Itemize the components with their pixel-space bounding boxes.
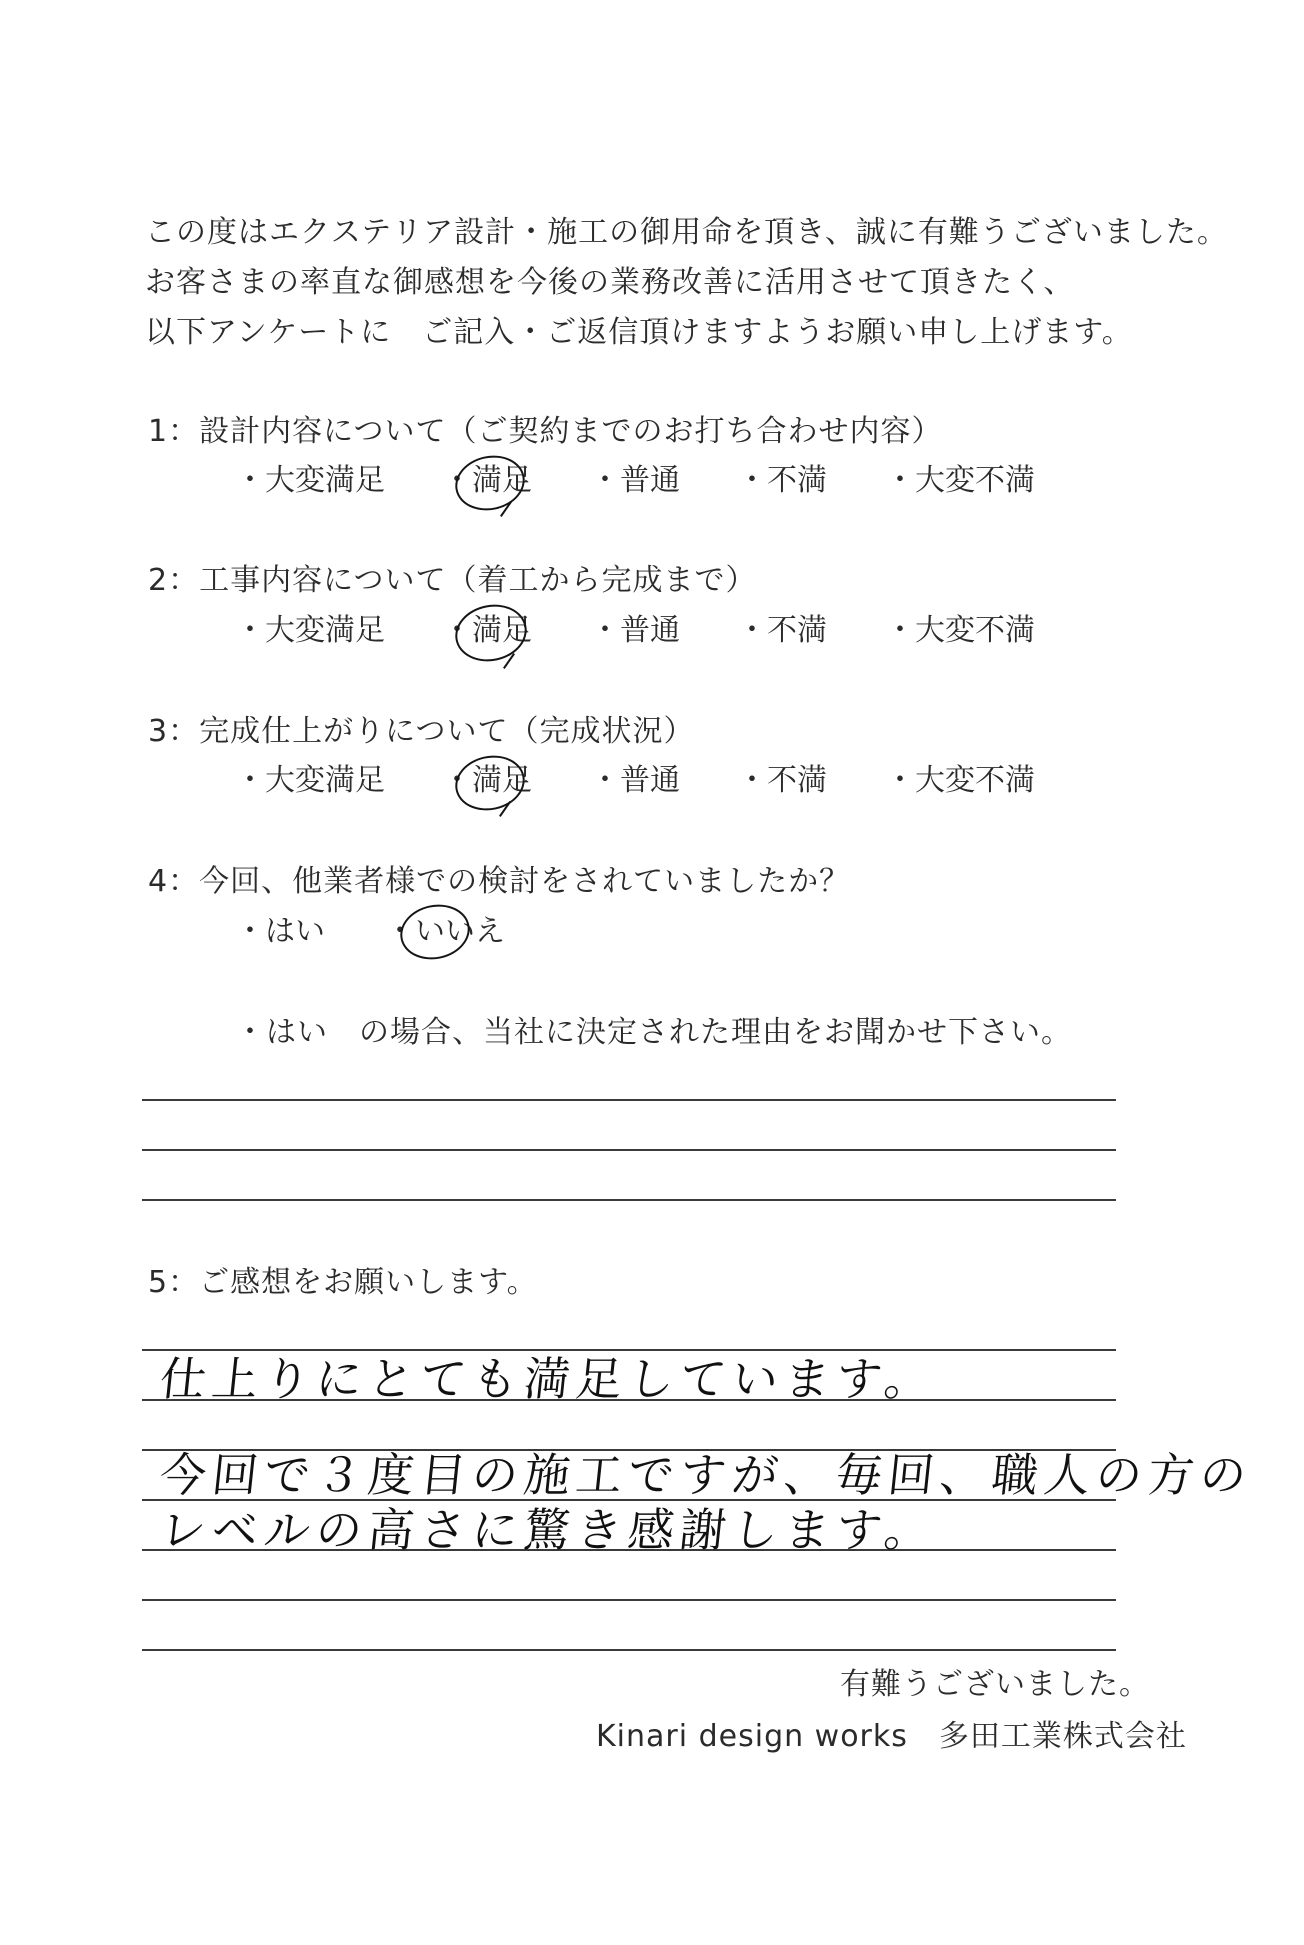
question-1-options — [235, 462, 1135, 502]
question-4-options — [235, 913, 1135, 953]
question-5-label: 5：ご感想をお願いします。 — [148, 1265, 538, 1300]
handwritten-comment-line-3: レベルの高さに驚き感謝します。 — [157, 1503, 940, 1557]
q4-selection-circle-mark — [395, 898, 475, 965]
q2-option-satisfied[interactable]: ・満足 — [442, 613, 532, 648]
comment-line-7 — [142, 1649, 1116, 1651]
question-1-label: 1：設計内容について（ご契約までのお打ち合わせ内容） — [148, 414, 943, 449]
handwritten-comment-line-1: 仕上りにとても満足しています。 — [157, 1352, 940, 1406]
q2-option-very-satisfied[interactable]: ・大変満足 — [235, 613, 385, 648]
question-4-label: 4：今回、他業者様での検討をされていましたか？ — [148, 864, 851, 899]
q2-option-normal[interactable]: ・普通 — [590, 613, 680, 648]
q4-option-yes[interactable]: ・はい — [235, 914, 325, 949]
question-2-options — [235, 612, 1135, 652]
q3-option-dissatisfied[interactable]: ・不満 — [737, 763, 827, 798]
q2-option-very-dissatisfied[interactable]: ・大変不満 — [885, 613, 1035, 648]
q2-option-dissatisfied[interactable]: ・不満 — [737, 613, 827, 648]
comment-line-1 — [142, 1349, 1116, 1351]
q3-option-very-dissatisfied[interactable]: ・大変不満 — [885, 763, 1035, 798]
question-2-label: 2：工事内容について（着工から完成まで） — [148, 563, 757, 598]
answer-line-3 — [142, 1199, 1116, 1201]
q3-option-very-satisfied[interactable]: ・大変満足 — [235, 763, 385, 798]
intro-line-3: 以下アンケートに ご記入・ご返信頂けますようお願い申し上げます。 — [145, 315, 1133, 350]
q1-option-very-satisfied[interactable]: ・大変満足 — [235, 463, 385, 498]
intro-line-1: この度はエクステリア設計・施工の御用命を頂き、誠に有難うございました。 — [145, 215, 1228, 250]
comment-line-6 — [142, 1599, 1116, 1601]
handwritten-comment-line-2: 今回で３度目の施工ですが、毎回、職人の方の — [157, 1448, 1255, 1502]
question-3-options — [235, 762, 1135, 802]
q4-option-no[interactable]: ・いいえ — [385, 914, 505, 949]
q1-option-dissatisfied[interactable]: ・不満 — [737, 463, 827, 498]
q3-option-normal[interactable]: ・普通 — [590, 763, 680, 798]
intro-line-2: お客さまの率直な御感想を今後の業務改善に活用させて頂きたく、 — [145, 265, 1075, 300]
question-4-followup: ・はい の場合、当社に決定された理由をお聞かせ下さい。 — [235, 1015, 1072, 1050]
closing-thanks: 有難うございました。 — [840, 1667, 1150, 1702]
q3-selection-circle-mark — [450, 749, 530, 816]
q2-selection-circle-mark — [450, 598, 532, 668]
q3-option-satisfied[interactable]: ・満足 — [442, 763, 532, 798]
q1-option-satisfied[interactable]: ・満足 — [442, 463, 532, 498]
q1-option-normal[interactable]: ・普通 — [590, 463, 680, 498]
q1-selection-circle-mark — [450, 449, 530, 516]
answer-line-2 — [142, 1149, 1116, 1151]
question-3-label: 3：完成仕上がりについて（完成状況） — [148, 714, 695, 749]
company-name: Kinari design works 多田工業株式会社 — [596, 1719, 1187, 1754]
answer-line-1 — [142, 1099, 1116, 1101]
q1-option-very-dissatisfied[interactable]: ・大変不満 — [885, 463, 1035, 498]
